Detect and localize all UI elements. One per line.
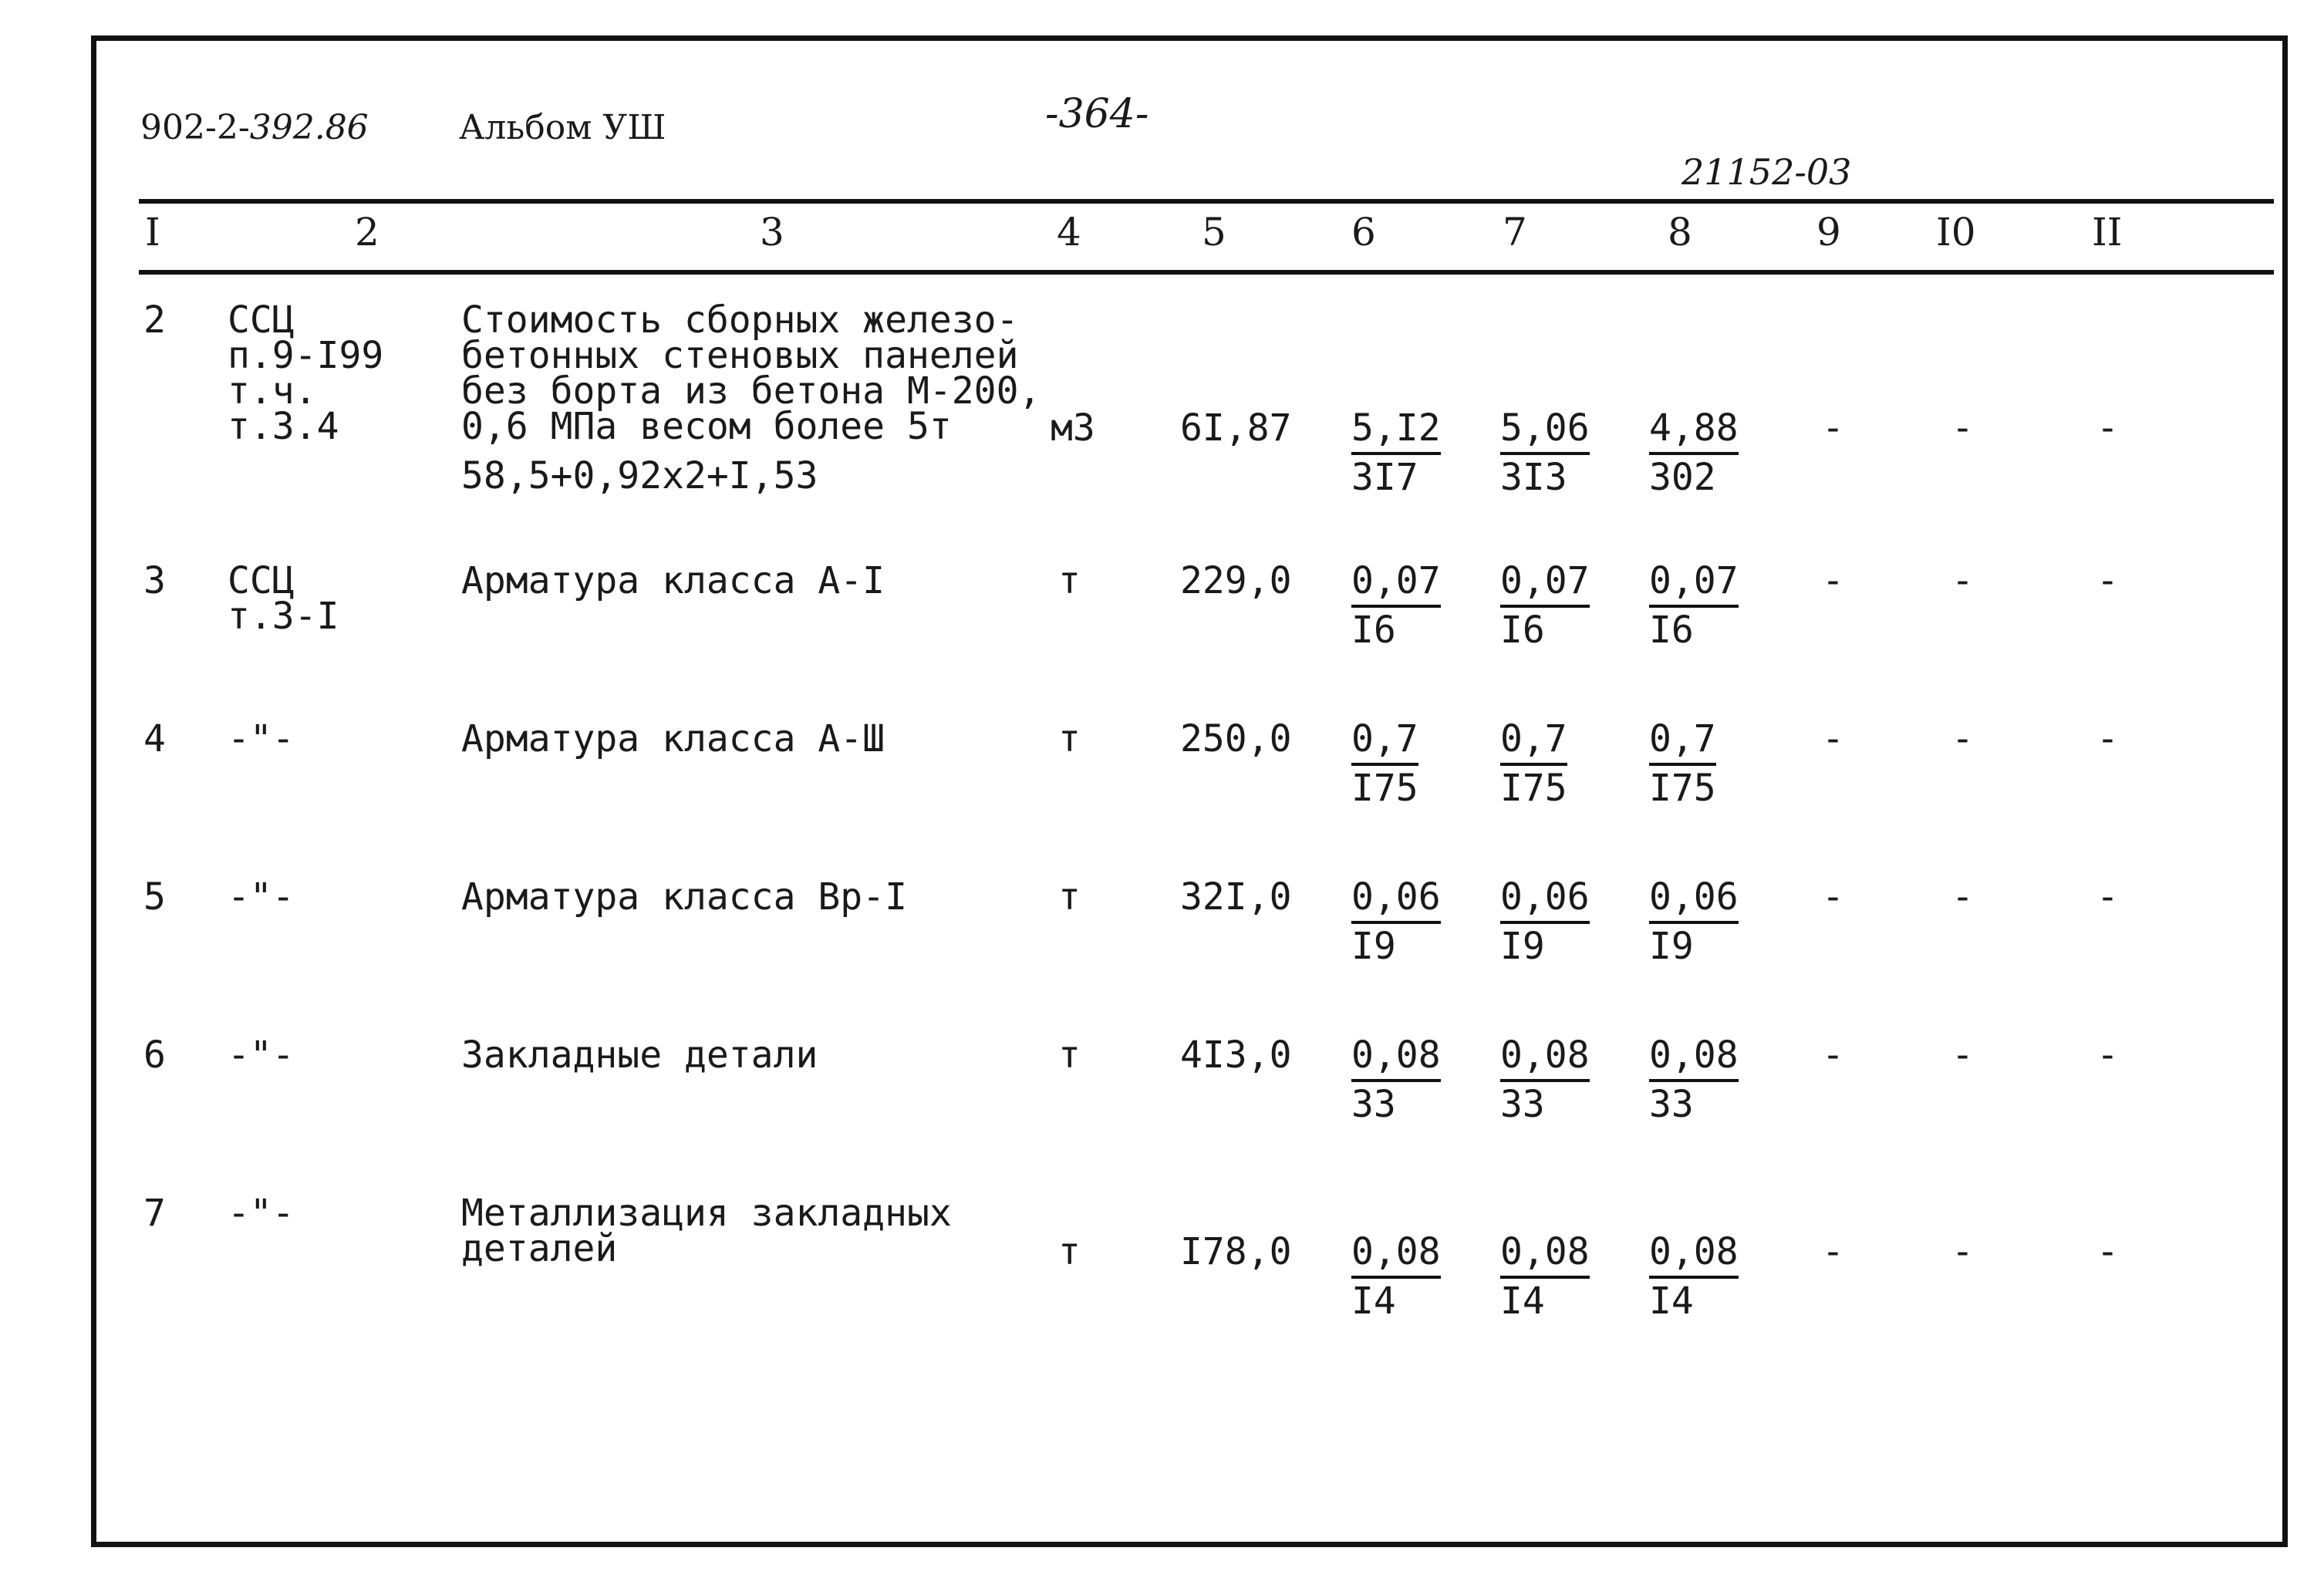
row-price: 32I,0 xyxy=(1180,875,1292,919)
description-line: Стоимость сборных железо- xyxy=(461,298,1019,342)
reference-line: п.9-I99 xyxy=(228,334,384,377)
description-line: Арматура класса Вр-I xyxy=(461,875,907,919)
value-numerator: 0,08 xyxy=(1500,1229,1590,1279)
value-numerator: 0,08 xyxy=(1649,1229,1739,1279)
row-description xyxy=(461,1033,818,1077)
row-value-col8 xyxy=(1649,875,1739,969)
value-numerator: 0,07 xyxy=(1500,558,1590,608)
row-col11: - xyxy=(2096,875,2119,919)
value-denominator: I6 xyxy=(1351,609,1396,652)
reference-line: т.3-I xyxy=(228,595,339,638)
row-value-col6 xyxy=(1351,1229,1441,1323)
page-frame xyxy=(91,35,2288,1547)
row-reference xyxy=(228,298,384,448)
row-value-col8 xyxy=(1649,1229,1739,1323)
value-denominator: I9 xyxy=(1649,925,1694,968)
description-formula: 58,5+0,92х2+I,53 xyxy=(461,454,818,497)
row-col9: - xyxy=(1822,875,1844,919)
row-value-col6 xyxy=(1351,1033,1441,1127)
row-col10: - xyxy=(1951,406,1974,450)
value-denominator: I75 xyxy=(1500,767,1567,810)
row-col10: - xyxy=(1951,717,1974,760)
value-numerator: 0,06 xyxy=(1351,875,1441,924)
value-denominator: I4 xyxy=(1649,1280,1694,1323)
column-header-9: 9 xyxy=(1816,210,1841,255)
value-numerator: 0,7 xyxy=(1500,717,1567,766)
row-number: 4 xyxy=(143,717,166,760)
reference-line: -"- xyxy=(228,875,295,919)
value-numerator: 0,08 xyxy=(1500,1033,1590,1082)
value-numerator: 0,06 xyxy=(1500,875,1590,924)
row-col10: - xyxy=(1951,559,1974,602)
value-denominator: 33 xyxy=(1500,1083,1545,1126)
value-numerator: 0,07 xyxy=(1351,558,1441,608)
row-unit: т xyxy=(1058,1230,1081,1273)
sheet-code: 21152-03 xyxy=(1681,151,1852,193)
column-header-10: I0 xyxy=(1936,210,1976,255)
doc-code-handwritten: 392.86 xyxy=(249,108,369,147)
reference-line: -"- xyxy=(228,717,295,760)
row-col10: - xyxy=(1951,1033,1974,1077)
value-denominator: 302 xyxy=(1649,456,1716,499)
column-header-4: 4 xyxy=(1057,210,1081,255)
value-numerator: 0,08 xyxy=(1649,1033,1739,1082)
reference-line: ССЦ xyxy=(228,298,295,342)
value-denominator: I6 xyxy=(1649,609,1694,652)
value-denominator: I75 xyxy=(1351,767,1418,810)
value-denominator: 3I3 xyxy=(1500,456,1567,499)
row-col11: - xyxy=(2096,1230,2119,1273)
row-col11: - xyxy=(2096,559,2119,602)
row-unit: т xyxy=(1058,717,1081,760)
row-reference xyxy=(228,717,295,760)
value-denominator: I4 xyxy=(1500,1280,1545,1323)
header-rule-bottom xyxy=(139,270,2274,275)
row-value-col7 xyxy=(1500,717,1567,811)
row-number: 5 xyxy=(143,875,166,919)
row-description xyxy=(461,298,1041,497)
row-col11: - xyxy=(2096,717,2119,760)
row-description xyxy=(461,1192,952,1270)
header-rule-top xyxy=(139,199,2274,204)
row-col11: - xyxy=(2096,1033,2119,1077)
row-value-col8 xyxy=(1649,1033,1739,1127)
row-reference xyxy=(228,1192,295,1235)
value-denominator: 33 xyxy=(1351,1083,1396,1126)
row-unit: т xyxy=(1058,875,1081,919)
description-line: бетонных стеновых панелей xyxy=(461,334,1019,377)
value-denominator: 33 xyxy=(1649,1083,1694,1126)
row-number: 6 xyxy=(143,1033,166,1077)
row-number: 7 xyxy=(143,1192,166,1235)
row-number: 3 xyxy=(143,559,166,602)
value-denominator: 3I7 xyxy=(1351,456,1418,499)
value-denominator: I9 xyxy=(1500,925,1545,968)
description-line: 0,6 МПа весом более 5т xyxy=(461,405,952,448)
value-numerator: 5,I2 xyxy=(1351,406,1441,455)
value-denominator: I4 xyxy=(1351,1280,1396,1323)
row-col9: - xyxy=(1822,559,1844,602)
row-price: 6I,87 xyxy=(1180,406,1292,450)
column-header-8: 8 xyxy=(1668,210,1692,255)
value-denominator: I75 xyxy=(1649,767,1716,810)
row-description xyxy=(461,717,885,760)
column-header-5: 5 xyxy=(1202,210,1226,255)
value-numerator: 0,08 xyxy=(1351,1229,1441,1279)
doc-code-printed: 902-2- xyxy=(140,108,250,147)
description-line: Арматура класса А-Ш xyxy=(461,717,885,760)
description-line: Арматура класса А-I xyxy=(461,559,885,602)
row-reference xyxy=(228,875,295,919)
value-numerator: 0,08 xyxy=(1351,1033,1441,1082)
row-value-col7 xyxy=(1500,406,1590,500)
value-numerator: 0,7 xyxy=(1649,717,1716,766)
value-numerator: 0,06 xyxy=(1649,875,1739,924)
value-numerator: 5,06 xyxy=(1500,406,1590,455)
value-numerator: 0,07 xyxy=(1649,558,1739,608)
value-numerator: 4,88 xyxy=(1649,406,1739,455)
column-header-7: 7 xyxy=(1503,210,1527,255)
doc-code xyxy=(140,108,369,147)
row-value-col6 xyxy=(1351,406,1441,500)
row-number: 2 xyxy=(143,298,166,342)
column-header-1: I xyxy=(145,210,160,255)
page-number: -364- xyxy=(1045,91,1149,137)
row-col11: - xyxy=(2096,406,2119,450)
reference-line: -"- xyxy=(228,1192,295,1235)
column-header-3: 3 xyxy=(760,210,784,255)
row-col9: - xyxy=(1822,1230,1844,1273)
row-value-col6 xyxy=(1351,558,1441,652)
value-denominator: I6 xyxy=(1500,609,1545,652)
row-col10: - xyxy=(1951,1230,1974,1273)
description-line: без борта из бетона М-200, xyxy=(461,369,1041,413)
row-value-col8 xyxy=(1649,717,1716,811)
row-value-col7 xyxy=(1500,1229,1590,1323)
row-col9: - xyxy=(1822,1033,1844,1077)
value-denominator: I9 xyxy=(1351,925,1396,968)
reference-line: -"- xyxy=(228,1033,295,1077)
row-value-col8 xyxy=(1649,558,1739,652)
row-reference xyxy=(228,559,339,638)
row-col9: - xyxy=(1822,717,1844,760)
description-line: деталей xyxy=(461,1227,618,1270)
reference-line: т.3.4 xyxy=(228,405,339,448)
row-value-col7 xyxy=(1500,875,1590,969)
row-description xyxy=(461,875,907,919)
row-value-col8 xyxy=(1649,406,1739,500)
column-header-2: 2 xyxy=(355,210,379,255)
column-header-6: 6 xyxy=(1351,210,1376,255)
row-price: 250,0 xyxy=(1180,717,1292,760)
row-value-col6 xyxy=(1351,875,1441,969)
reference-line: ССЦ xyxy=(228,559,295,602)
row-price: 229,0 xyxy=(1180,559,1292,602)
description-line: Закладные детали xyxy=(461,1033,818,1077)
row-col10: - xyxy=(1951,875,1974,919)
row-value-col7 xyxy=(1500,1033,1590,1127)
row-value-col6 xyxy=(1351,717,1418,811)
column-header-11: II xyxy=(2092,210,2123,255)
row-unit: м3 xyxy=(1051,406,1095,450)
value-numerator: 0,7 xyxy=(1351,717,1418,766)
row-col9: - xyxy=(1822,406,1844,450)
row-description xyxy=(461,559,885,602)
description-line: Металлизация закладных xyxy=(461,1192,952,1235)
row-reference xyxy=(228,1033,295,1077)
row-unit: т xyxy=(1058,1033,1081,1077)
reference-line: т.ч. xyxy=(228,369,317,413)
row-value-col7 xyxy=(1500,558,1590,652)
album-label: Альбом УШ xyxy=(459,108,666,147)
row-unit: т xyxy=(1058,559,1081,602)
row-price: 4I3,0 xyxy=(1180,1033,1292,1077)
row-price: I78,0 xyxy=(1180,1230,1292,1273)
